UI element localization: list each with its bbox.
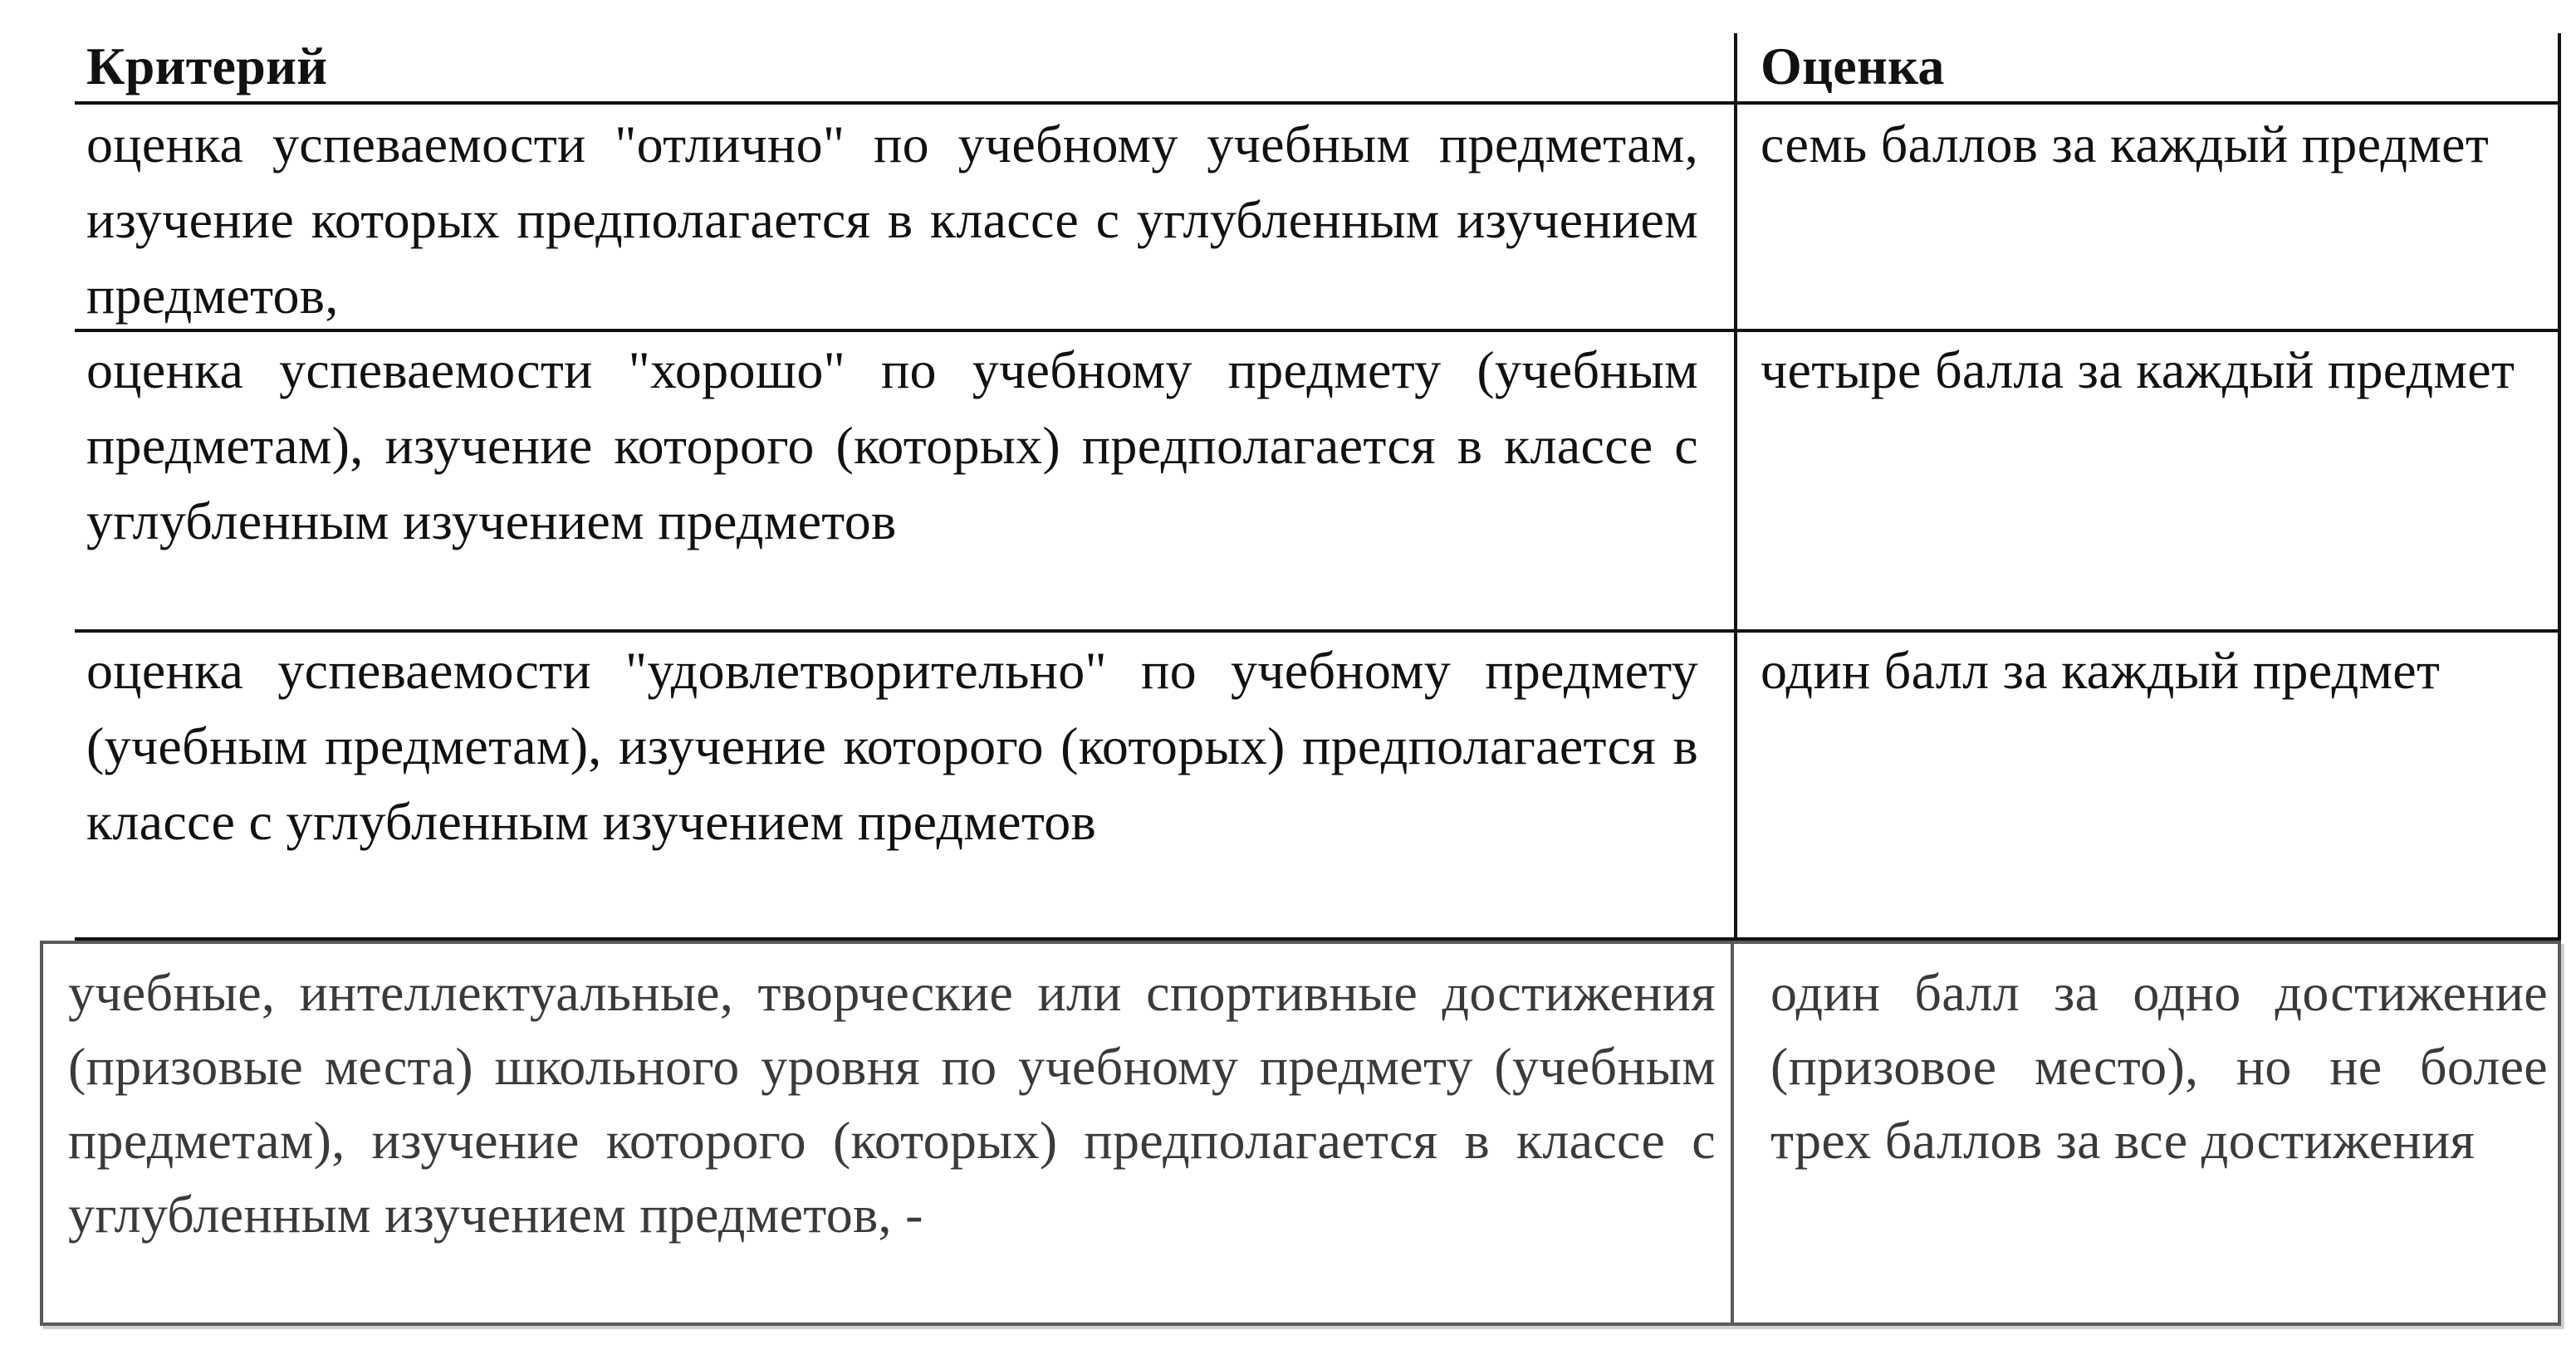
criterion-cell <box>75 332 1715 559</box>
score-cell <box>1736 332 2576 408</box>
header-cell-score <box>1736 33 2576 100</box>
score-cell <box>1736 633 2576 708</box>
score-text: семь баллов за каждый предмет <box>1761 115 2490 174</box>
column-divider <box>1731 944 1734 1323</box>
criterion-cell <box>68 956 1721 1251</box>
criterion-text: учебные, интеллектуальные, творческие или спортивные достижения (призовые места) школьного уровня по учебному предмету (учебным предметам), изучение которого (которых) предполагается в классе с углубленным изучением предметов, - <box>68 963 1716 1244</box>
criterion-cell <box>75 633 1715 859</box>
row-divider <box>75 629 2561 633</box>
header-score-label: Оценка <box>1761 37 1945 95</box>
table-header-row <box>75 33 2561 100</box>
table-row <box>75 106 2561 355</box>
criterion-text: оценка успеваемости "удовлетворительно" по учебному предмету (учебным предметам), изучение которого (которых) предполагается в классе с углубленным изучением предметов <box>86 641 1698 851</box>
criterion-text: оценка успеваемости "хорошо" по учебному предмету (учебным предметам), изучение которого (которых) предполагается в классе с углубленным изучением предметов <box>86 340 1698 550</box>
criterion-cell <box>75 106 1715 333</box>
header-cell-criterion <box>75 33 1715 100</box>
column-divider <box>1734 33 1737 941</box>
row-divider <box>75 329 2561 332</box>
score-text: четыре балла за каждый предмет <box>1761 340 2515 399</box>
table-row <box>75 633 2561 940</box>
header-rule <box>75 101 2561 105</box>
score-text: один балл за одно достижение (призовое место), но не более трех баллов за все достижения <box>1770 963 2548 1170</box>
header-criterion-label: Критерий <box>86 37 328 95</box>
score-cell <box>1770 956 2551 1177</box>
score-cell <box>1736 106 2576 182</box>
score-text: один балл за каждый предмет <box>1761 641 2441 700</box>
achievements-table-fragment <box>40 941 2561 1326</box>
table-right-border <box>2558 33 2561 941</box>
criterion-text: оценка успеваемости "отлично" по учебному учебным предметам, изучение которых предполагается в классе с углубленным изучением предметов, <box>86 115 1698 325</box>
table-row <box>75 332 2561 639</box>
